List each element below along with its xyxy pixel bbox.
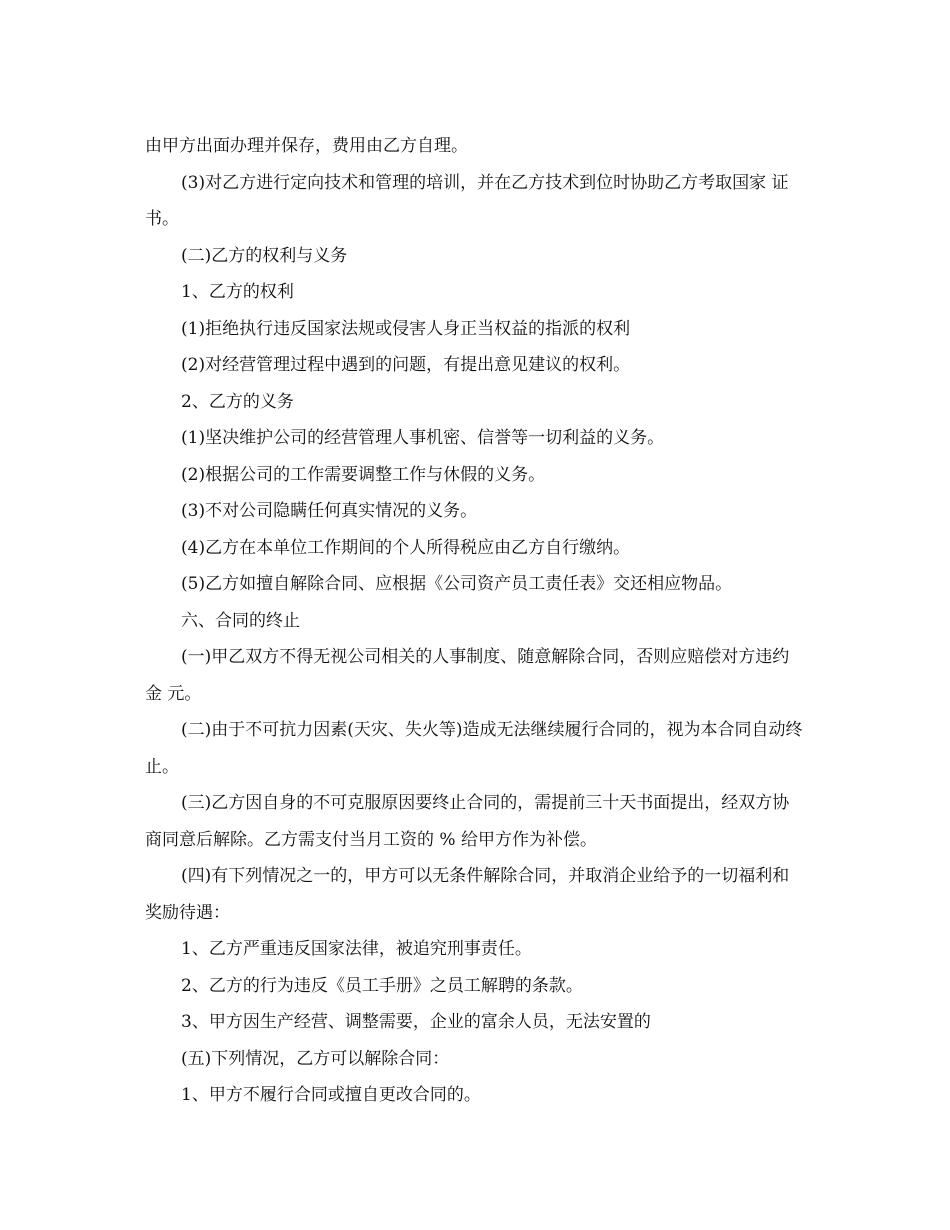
subsection-heading: 2、乙方的义务 [181,391,294,412]
document-body [145,128,805,1114]
paragraph: (一)甲乙双方不得无视公司相关的人事制度、随意解除合同，否则应赔偿对方违约金 元。 [145,647,790,704]
paragraph: (1)坚决维护公司的经营管理人事机密、信誉等一切利益的义务。 [181,428,665,448]
paragraph: 2、乙方的行为违反《员工手册》之员工解聘的条款。 [181,975,583,996]
paragraph: (四)有下列情况之一的，甲方可以无条件解除合同，并取消企业给予的一切福利和奖励待遇： [145,866,790,923]
paragraph: (4)乙方在本单位工作期间的个人所得税应由乙方自行缴纳。 [181,537,631,558]
section-heading: 六、合同的终止 [181,610,300,631]
paragraph: (5)乙方如擅自解除合同、应根据《公司资产员工责任表》交还相应物品。 [181,574,733,594]
paragraph: (五)下列情况，乙方可以解除合同： [181,1048,450,1069]
paragraph: (三)乙方因自身的不可克服原因要终止合同的，需提前三十天书面提出，经双方协商同意后解除。乙方需支付当月工资的 % 给甲方作为补偿。 [145,793,790,850]
paragraph: (3)对乙方进行定向技术和管理的培训，并在乙方技术到位时协助乙方考取国家 证书。 [145,172,789,229]
paragraph: (二)由于不可抗力因素(天灾、失火等)造成无法继续履行合同的，视为本合同自动终止。 [145,720,803,777]
paragraph: (3)不对公司隐瞒任何真实情况的义务。 [181,501,478,521]
subsection-heading: 1、乙方的权利 [181,282,294,302]
section-heading: (二)乙方的权利与义务 [181,245,348,266]
paragraph: 1、乙方严重违反国家法律，被追究刑事责任。 [181,939,532,959]
paragraph: (1)拒绝执行违反国家法规或侵害人身正当权益的指派的权利 [181,318,631,339]
paragraph: (2)根据公司的工作需要调整工作与休假的义务。 [181,464,546,485]
paragraph: 1、甲方不履行合同或擅自更改合同的。 [181,1085,481,1105]
paragraph: 由甲方出面办理并保存，费用由乙方自理。 [145,136,468,156]
paragraph: 3、甲方因生产经营、调整需要，企业的富余人员，无法安置的 [181,1012,651,1032]
paragraph: (2)对经营管理过程中遇到的问题，有提出意见建议的权利。 [181,355,631,375]
